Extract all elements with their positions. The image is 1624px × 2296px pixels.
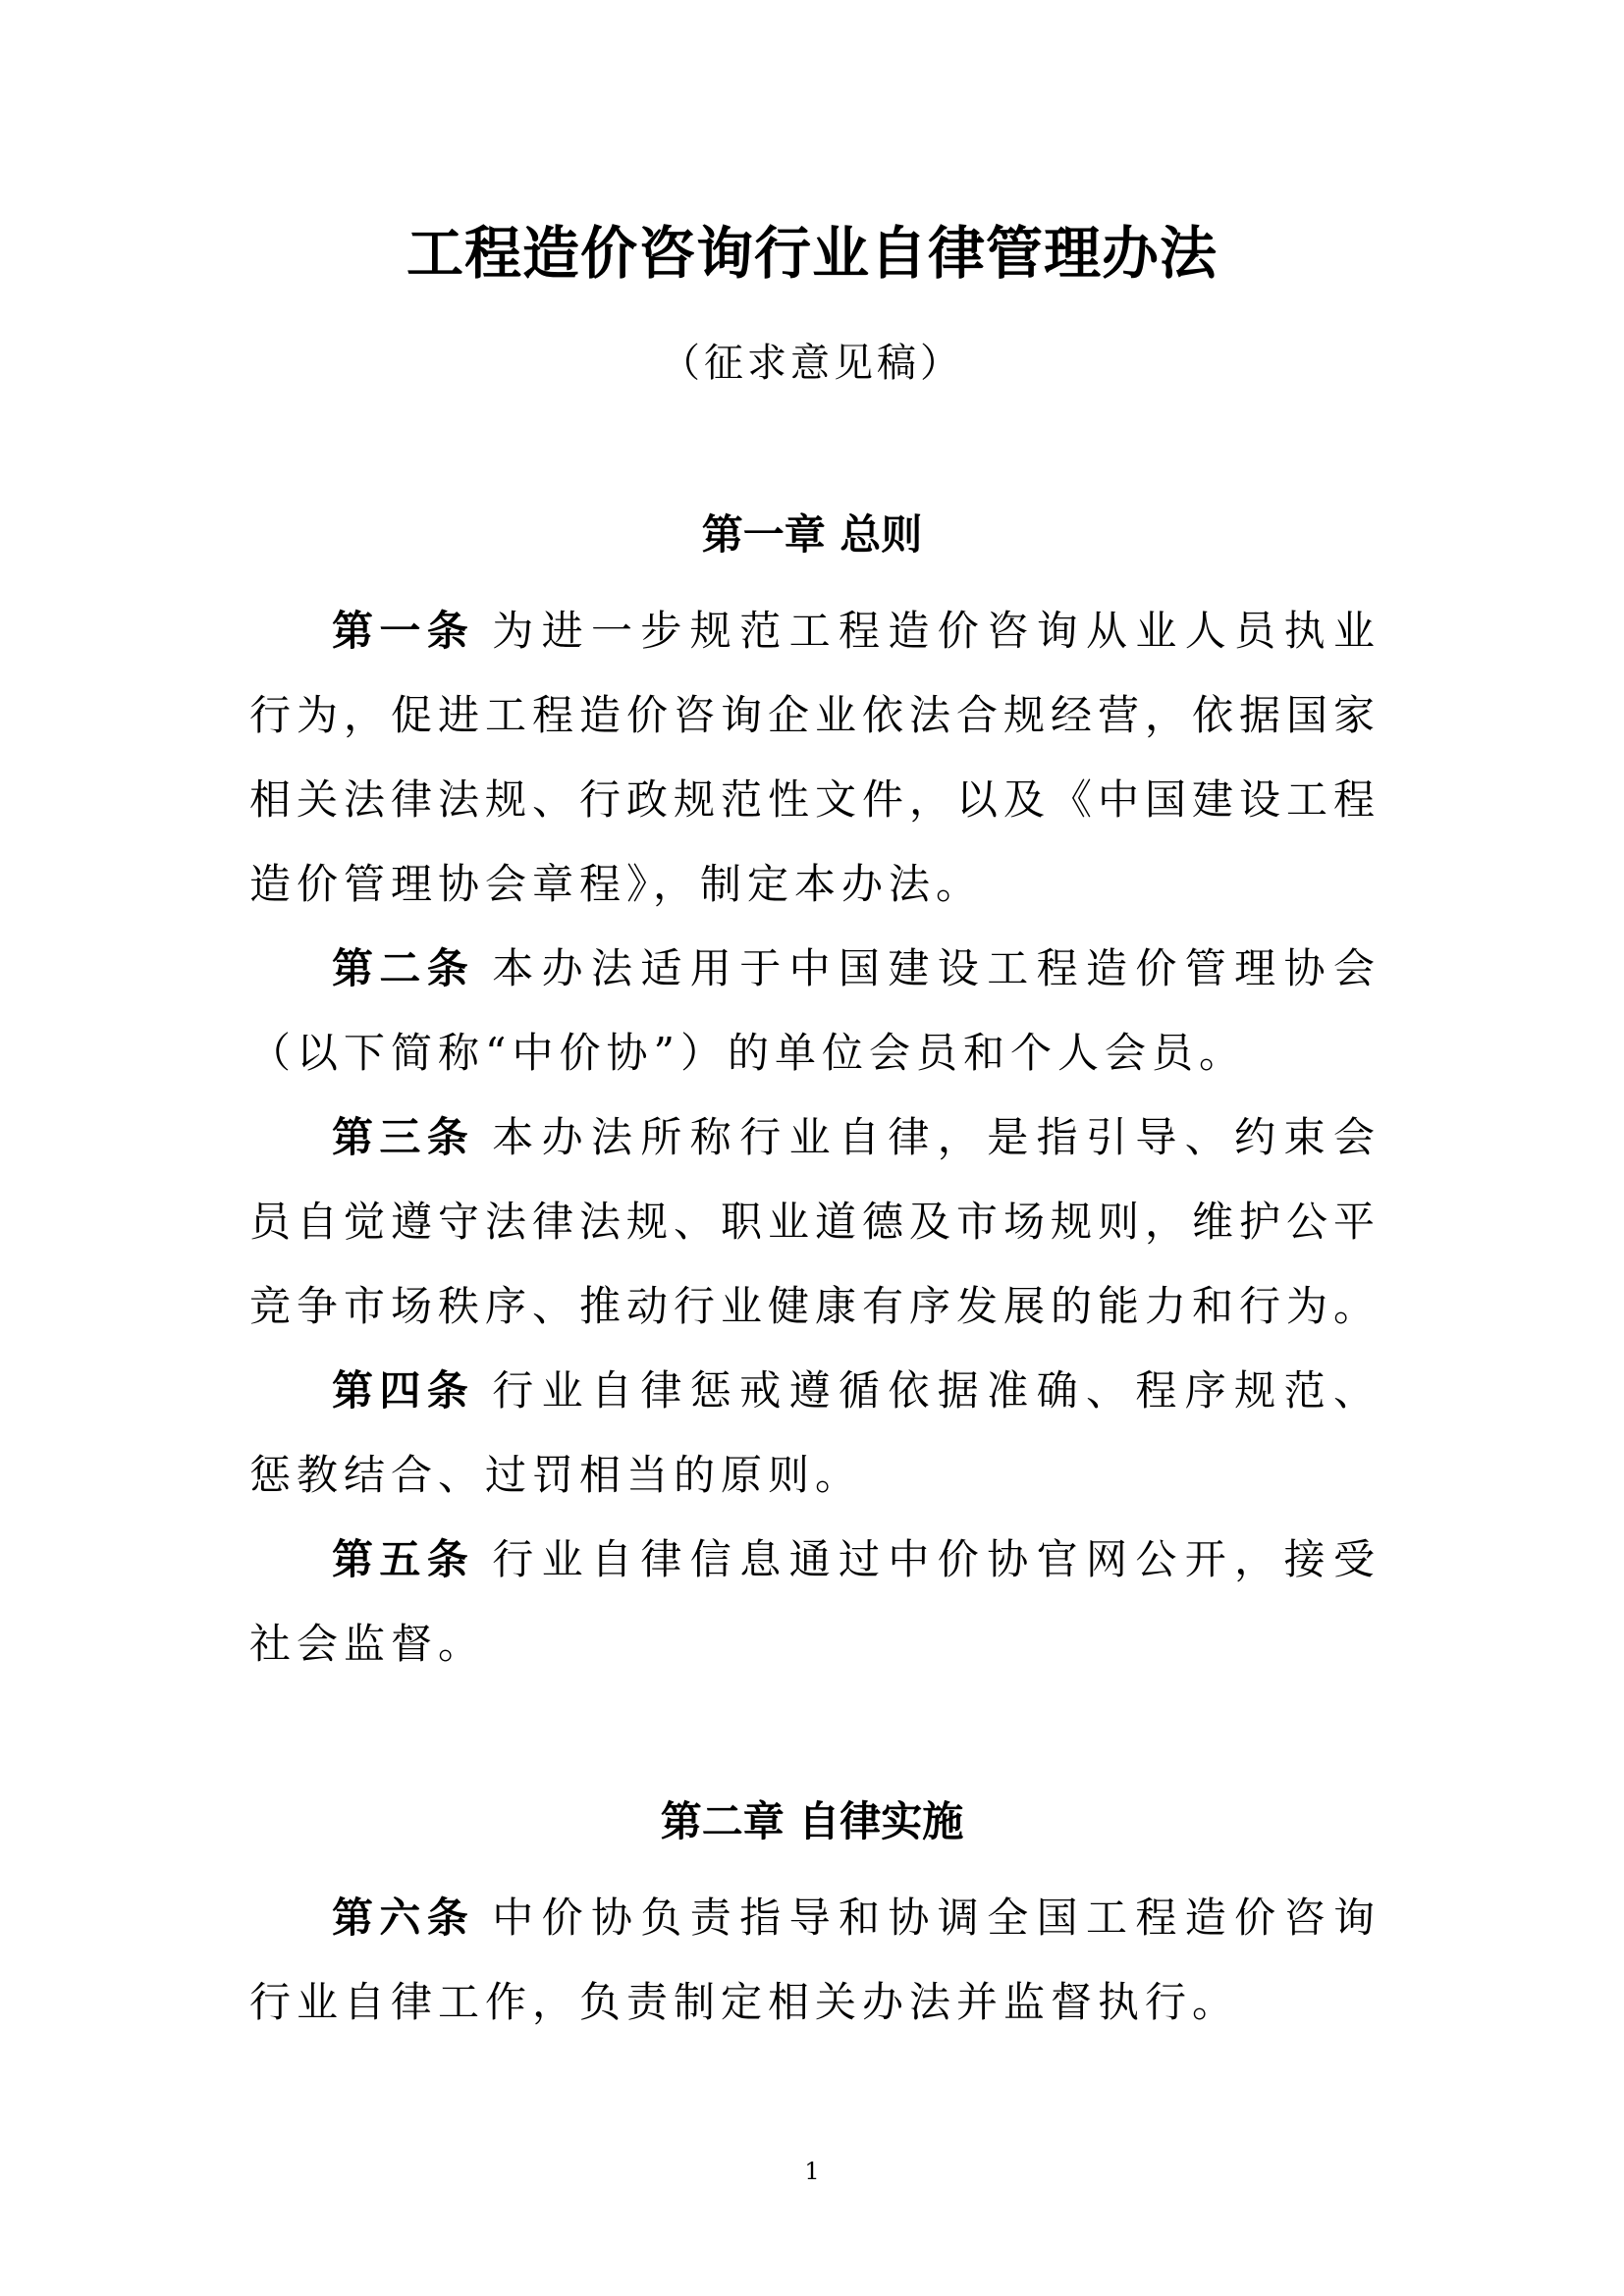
chapter-2-body xyxy=(249,1876,1380,2045)
article-label: 第二条 xyxy=(332,944,475,992)
page-number: 1 xyxy=(804,2158,820,2185)
article-label: 第三条 xyxy=(332,1113,475,1161)
chapter-1-body xyxy=(249,589,1380,1686)
article-3 xyxy=(249,1095,1380,1349)
article-5 xyxy=(249,1518,1380,1686)
article-text: 行业自律惩戒遵循依据准确、程序规范、惩教结合、过罚相当的原则。 xyxy=(249,1366,1380,1499)
document-title: 工程造价咨询行业自律管理办法 xyxy=(406,220,1218,287)
chapter-1-heading: 第一章 总则 xyxy=(701,510,923,559)
article-2 xyxy=(249,927,1380,1095)
article-label: 第六条 xyxy=(332,1894,475,1942)
document-subtitle: （征求意见稿） xyxy=(661,341,963,386)
article-label: 第五条 xyxy=(332,1535,475,1583)
article-text: 中价协负责指导和协调全国工程造价咨询行业自律工作，负责制定相关办法并监督执行。 xyxy=(249,1894,1380,2026)
article-label: 第四条 xyxy=(332,1366,475,1415)
article-6 xyxy=(249,1876,1380,2045)
article-text: 行业自律信息通过中价协官网公开，接受社会监督。 xyxy=(249,1535,1380,1668)
article-text: 本办法所称行业自律，是指引导、约束会员自觉遵守法律法规、职业道德及市场规则，维护公平竞争市场秩序、推动行业健康有序发展的能力和行为。 xyxy=(249,1113,1381,1330)
article-text: 本办法适用于中国建设工程造价管理协会（以下简称“中价协”）的单位会员和个人会员。 xyxy=(249,944,1380,1077)
article-label: 第一条 xyxy=(332,607,475,655)
article-4 xyxy=(249,1349,1380,1518)
article-1 xyxy=(249,589,1380,927)
article-text: 为进一步规范工程造价咨询从业人员执业行为，促进工程造价咨询企业依法合规经营，依据国家相关法律法规、行政规范性文件，以及《中国建设工程造价管理协会章程》，制定本办法。 xyxy=(249,607,1381,908)
chapter-2-heading: 第二章 自律实施 xyxy=(660,1797,964,1845)
